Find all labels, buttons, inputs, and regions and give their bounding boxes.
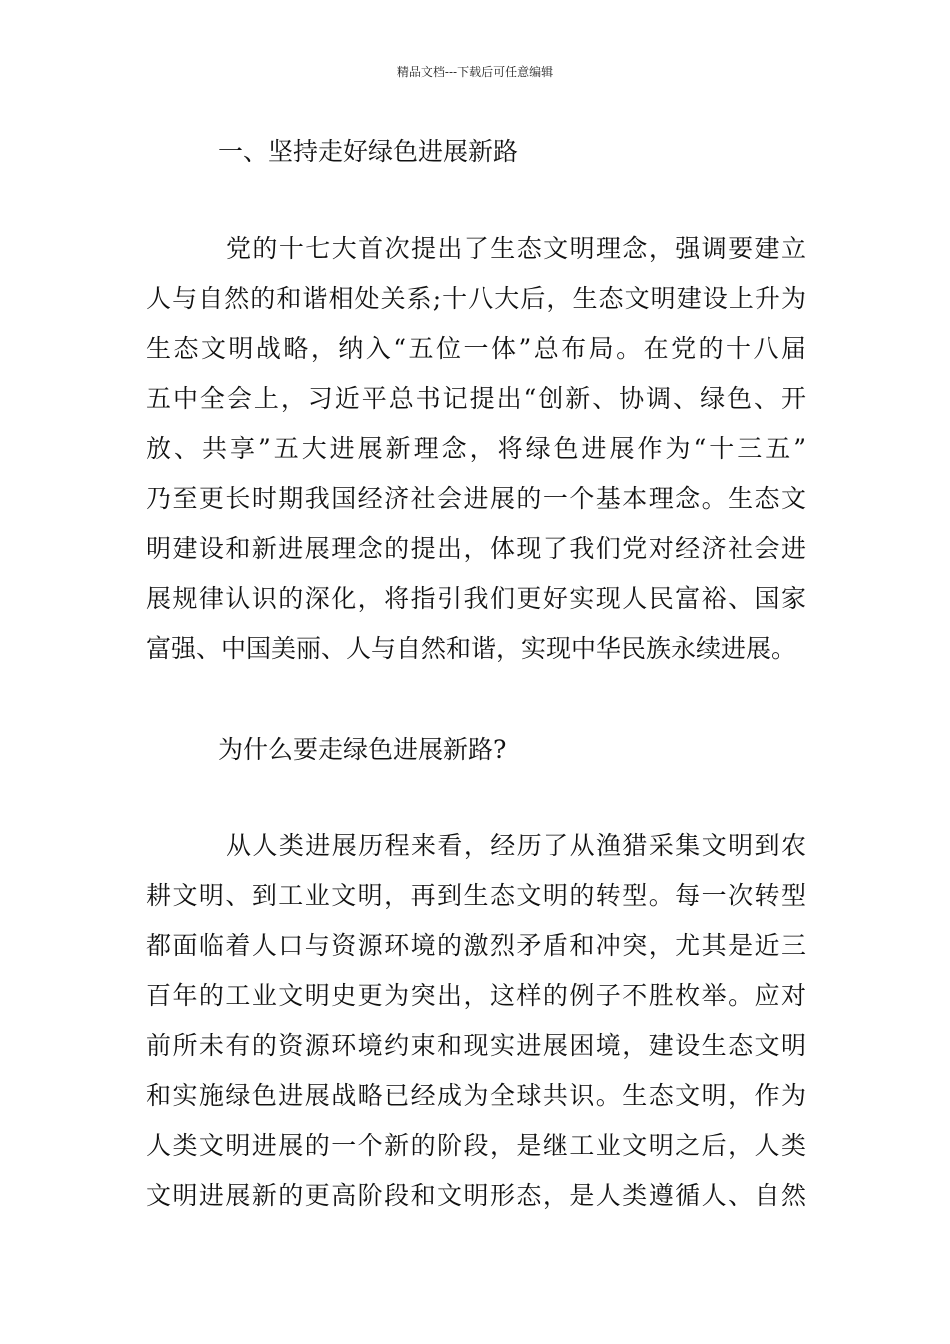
paragraph-line: 展规律认识的深化，将指引我们更好实现人民富裕、国家 (146, 584, 806, 613)
paragraph-line: 前所未有的资源环境约束和现实进展困境，建设生态文明 (146, 1031, 806, 1060)
paragraph-line: 富强、中国美丽、人与自然和谐，实现中华民族永续进展。 (146, 634, 797, 663)
section-heading-2: 为什么要走绿色进展新路? (218, 735, 507, 764)
section-heading-1: 一、坚持走好绿色进展新路 (218, 137, 519, 166)
paragraph-line: 放、共享”五大进展新理念，将绿色进展作为“十三五” (146, 434, 806, 463)
paragraph-line: 人类文明进展的一个新的阶段，是继工业文明之后，人类 (146, 1131, 806, 1160)
paragraph-2 (146, 821, 806, 1221)
paragraph-line: 五中全会上，习近平总书记提出“创新、协调、绿色、开 (146, 384, 806, 413)
paragraph-line: 乃至更长时期我国经济社会进展的一个基本理念。生态文 (146, 484, 806, 513)
paragraph-line: 和实施绿色进展战略已经成为全球共识。生态文明，作为 (146, 1081, 806, 1110)
paragraph-line: 党的十七大首次提出了生态文明理念，强调要建立 (226, 234, 806, 263)
paragraph-line: 生态文明战略，纳入“五位一体”总布局。在党的十八届 (146, 334, 806, 363)
paragraph-line: 都面临着人口与资源环境的激烈矛盾和冲突，尤其是近三 (146, 931, 806, 960)
paragraph-1 (146, 224, 806, 674)
paragraph-line: 从人类进展历程来看，经历了从渔猎采集文明到农 (226, 831, 806, 860)
paragraph-line: 百年的工业文明史更为突出，这样的例子不胜枚举。应对 (146, 981, 806, 1010)
page-header: 精品文档---下载后可任意编辑 (396, 65, 554, 79)
paragraph-line: 耕文明、到工业文明，再到生态文明的转型。每一次转型 (146, 881, 806, 910)
paragraph-line: 明建设和新进展理念的提出，体现了我们党对经济社会进 (146, 534, 806, 563)
paragraph-line: 人与自然的和谐相处关系;十八大后，生态文明建设上升为 (146, 284, 806, 313)
paragraph-line: 文明进展新的更高阶段和文明形态，是人类遵循人、自然 (146, 1181, 806, 1210)
